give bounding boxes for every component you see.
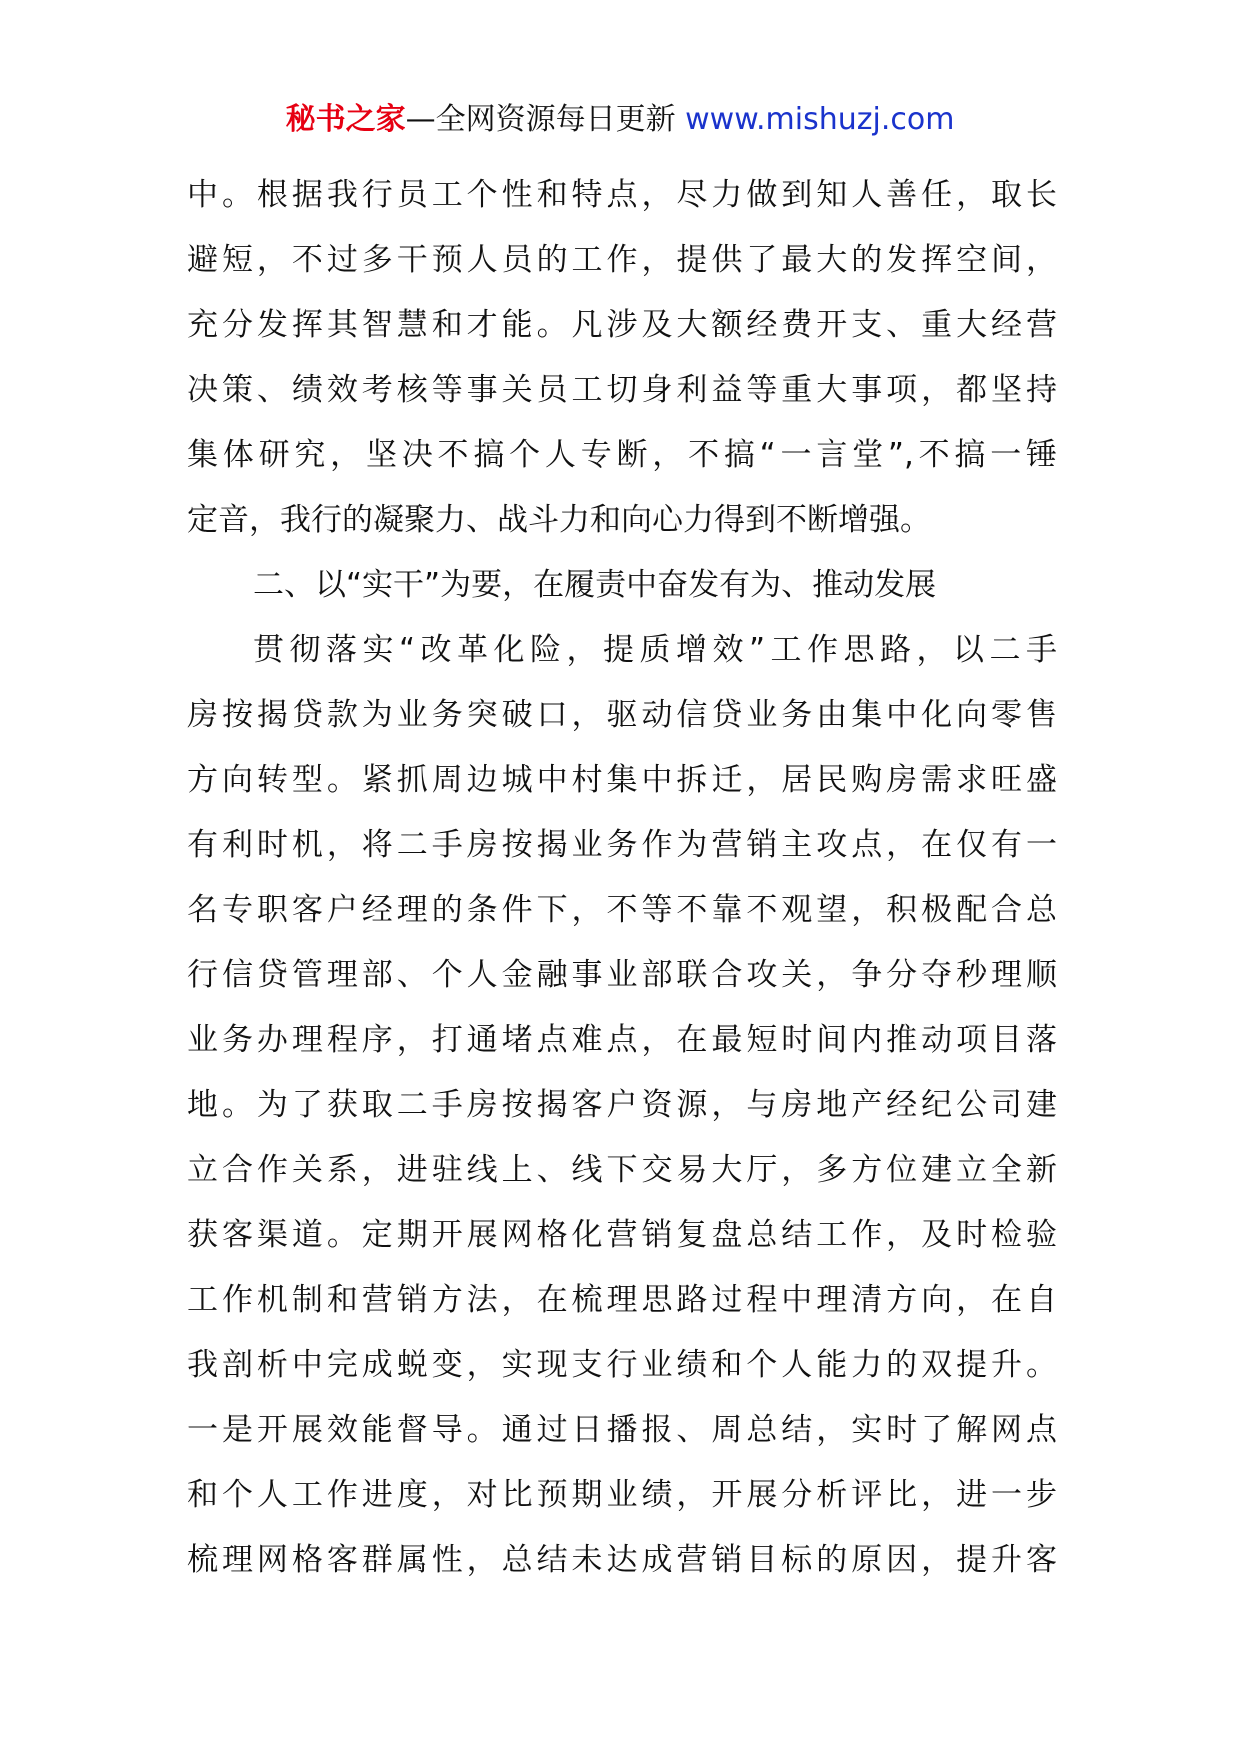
body-line: 避短，不过多干预人员的工作，提供了最大的发挥空间，: [187, 242, 1057, 278]
body-line: 有利时机，将二手房按揭业务作为营销主攻点，在仅有一: [187, 827, 1057, 863]
body-line: 定音，我行的凝聚力、战斗力和向心力得到不断增强。: [187, 502, 931, 538]
header-tagline: —全网资源每日更新: [405, 102, 676, 137]
section-heading: 二、以“实干”为要，在履责中奋发有为、推动发展: [253, 567, 937, 603]
body-line: 方向转型。紧抓周边城中村集中拆迁，居民购房需求旺盛: [187, 762, 1057, 798]
body-line: 一是开展效能督导。通过日播报、周总结，实时了解网点: [187, 1412, 1057, 1448]
body-line: 获客渠道。定期开展网格化营销复盘总结工作，及时检验: [187, 1217, 1057, 1253]
body-line: 和个人工作进度，对比预期业绩，开展分析评比，进一步: [187, 1477, 1057, 1513]
header-brand: 秘书之家: [285, 102, 406, 137]
body-line: 名专职客户经理的条件下，不等不靠不观望，积极配合总: [187, 892, 1057, 928]
body-line: 地。为了获取二手房按揭客户资源，与房地产经纪公司建: [187, 1087, 1057, 1123]
body-line: 工作机制和营销方法，在梳理思路过程中理清方向，在自: [187, 1282, 1057, 1318]
body-line: 集体研究，坚决不搞个人专断，不搞“一言堂”,不搞一锤: [187, 437, 1057, 473]
body-line: 充分发挥其智慧和才能。凡涉及大额经费开支、重大经营: [187, 307, 1057, 343]
body-line: 贯彻落实“改革化险，提质增效”工作思路，以二手: [253, 632, 1057, 668]
body-line: 我剖析中完成蜕变，实现支行业绩和个人能力的双提升。: [187, 1347, 1057, 1383]
page-header: [0, 100, 1240, 140]
body-line: 房按揭贷款为业务突破口，驱动信贷业务由集中化向零售: [187, 697, 1057, 733]
body-line: 梳理网格客群属性，总结未达成营销目标的原因，提升客: [187, 1542, 1057, 1578]
header-site-link[interactable]: www.mishuzj.com: [685, 102, 955, 137]
body-line: 行信贷管理部、个人金融事业部联合攻关，争分夺秒理顺: [187, 957, 1057, 993]
document-body: [187, 163, 1057, 1593]
body-line: 立合作关系，进驻线上、线下交易大厅，多方位建立全新: [187, 1152, 1057, 1188]
body-line: 业务办理程序，打通堵点难点，在最短时间内推动项目落: [187, 1022, 1057, 1058]
body-line: 中。根据我行员工个性和特点，尽力做到知人善任，取长: [187, 177, 1057, 213]
body-line: 决策、绩效考核等事关员工切身利益等重大事项，都坚持: [187, 372, 1057, 408]
